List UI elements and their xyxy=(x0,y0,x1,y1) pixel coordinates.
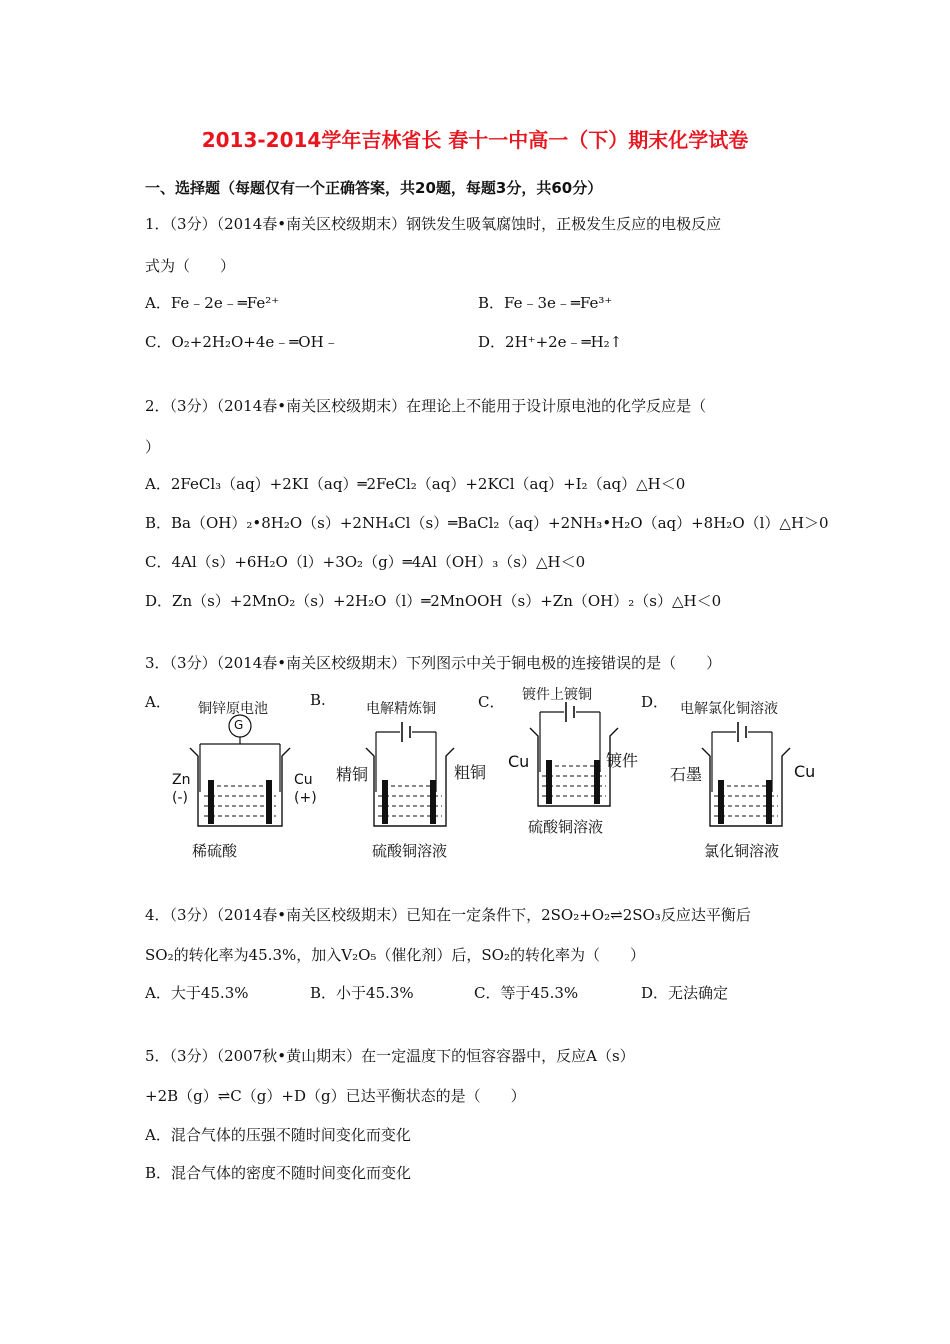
q4-option-d: D．无法确定 xyxy=(641,984,729,1002)
q5-stem-line1: 5．（3分）（2007秋•黄山期末）在一定温度下的恒容容器中，反应A（s） xyxy=(145,1047,635,1065)
diagram-b-left-electrode: 精铜 xyxy=(336,765,369,784)
diagram-a-left-electrode: Zn xyxy=(172,772,191,788)
diagram-d-title: 电解氯化铜溶液 xyxy=(680,701,778,717)
q5-option-b: B．混合气体的密度不随时间变化而变化 xyxy=(145,1164,412,1182)
q3-option-c-letter: C． xyxy=(478,693,505,711)
galvanometer-icon: G xyxy=(234,718,244,732)
q4-stem-line1: 4．（3分）（2014春•南关区校级期末）已知在一定条件下，2SO₂+O₂⇌2SO₃反应达平衡后 xyxy=(145,906,751,924)
q3-stem: 3．（3分）（2014春•南关区校级期末）下列图示中关于铜电极的连接错误的是（ ） xyxy=(145,654,722,672)
diagram-c-right-electrode: 镀件 xyxy=(606,751,639,770)
q2-option-b: B．Ba（OH）₂•8H₂O（s）+2NH₄Cl（s）═BaCl₂（aq）+2NH₃•H₂O（aq）+8H₂O（l）△H＞0 xyxy=(145,514,829,532)
q4-option-c: C．等于45.3% xyxy=(474,984,579,1002)
q1-option-c: C．O₂+2H₂O+4e﹣═OH﹣ xyxy=(145,333,339,351)
diagram-a-title: 铜锌原电池 xyxy=(198,701,268,717)
q3-option-d-letter: D． xyxy=(641,693,669,711)
diagram-b-title: 电解精炼铜 xyxy=(366,701,436,717)
diagram-b-caption: 硫酸铜溶液 xyxy=(372,842,448,860)
q3-diagram-d xyxy=(668,686,828,866)
diagram-d-left-electrode: 石墨 xyxy=(670,765,703,784)
exam-title: 2013-2014学年吉林省长 春十一中高一（下）期末化学试卷 xyxy=(201,128,749,152)
q2-option-a: A．2FeCl₃（aq）+2KI（aq）═2FeCl₂（aq）+2KCl（aq）+I₂（aq）△H＜0 xyxy=(145,475,686,493)
diagram-d-caption: 氯化铜溶液 xyxy=(704,842,780,860)
diagram-a-caption: 稀硫酸 xyxy=(192,842,238,860)
diagram-d-right-electrode: Cu xyxy=(794,762,816,781)
diagram-a-right-electrode: Cu xyxy=(294,772,313,788)
diagram-a-left-polarity: (-) xyxy=(172,790,188,806)
q3-option-a-letter: A． xyxy=(145,693,171,711)
q1-option-b: B．Fe﹣3e﹣═Fe³⁺ xyxy=(478,294,613,312)
q2-option-d: D．Zn（s）+2MnO₂（s）+2H₂O（l）═2MnOOH（s）+Zn（OH）₂（s）△H＜0 xyxy=(145,592,722,610)
q3-option-b-letter: B. xyxy=(310,691,326,709)
q1-option-a: A．Fe﹣2e﹣═Fe²⁺ xyxy=(145,294,280,312)
q2-option-c: C．4Al（s）+6H₂O（l）+3O₂（g）═4Al（OH）₃（s）△H＜0 xyxy=(145,553,586,571)
q5-option-a: A．混合气体的压强不随时间变化而变化 xyxy=(145,1126,411,1144)
diagram-c-left-electrode: Cu xyxy=(508,752,530,771)
q2-stem-line1: 2．（3分）（2014春•南关区校级期末）在理论上不能用于设计原电池的化学反应是（ xyxy=(145,397,707,415)
q1-stem-line1: 1．（3分）（2014春•南关区校级期末）钢铁发生吸氧腐蚀时，正极发生反应的电极反应 xyxy=(145,215,722,233)
q4-option-a: A．大于45.3% xyxy=(145,984,249,1002)
q4-option-b: B．小于45.3% xyxy=(310,984,414,1002)
q1-option-d: D．2H⁺+2e﹣═H₂↑ xyxy=(478,333,623,351)
cell-apparatus-c xyxy=(500,686,660,866)
diagram-a-right-polarity: (+) xyxy=(294,790,317,806)
diagram-c-caption: 硫酸铜溶液 xyxy=(528,818,604,836)
section-heading: 一、选择题（每题仅有一个正确答案，共20题，每题3分，共60分） xyxy=(145,179,603,197)
q4-stem-line2: SO₂的转化率为45.3%，加入V₂O₅（催化剂）后，SO₂的转化率为（ ） xyxy=(145,946,645,964)
q2-stem-line2: ） xyxy=(145,438,161,456)
q3-diagram-c xyxy=(500,686,660,866)
q3-diagram-a xyxy=(170,686,330,866)
q1-stem-line2: 式为（ ） xyxy=(145,257,236,275)
diagram-b-right-electrode: 粗铜 xyxy=(454,763,487,782)
diagram-c-title: 镀件上镀铜 xyxy=(522,687,592,703)
q3-diagram-b xyxy=(336,686,496,866)
q5-stem-line2: +2B（g）⇌C（g）+D（g）已达平衡状态的是（ ） xyxy=(145,1087,526,1105)
